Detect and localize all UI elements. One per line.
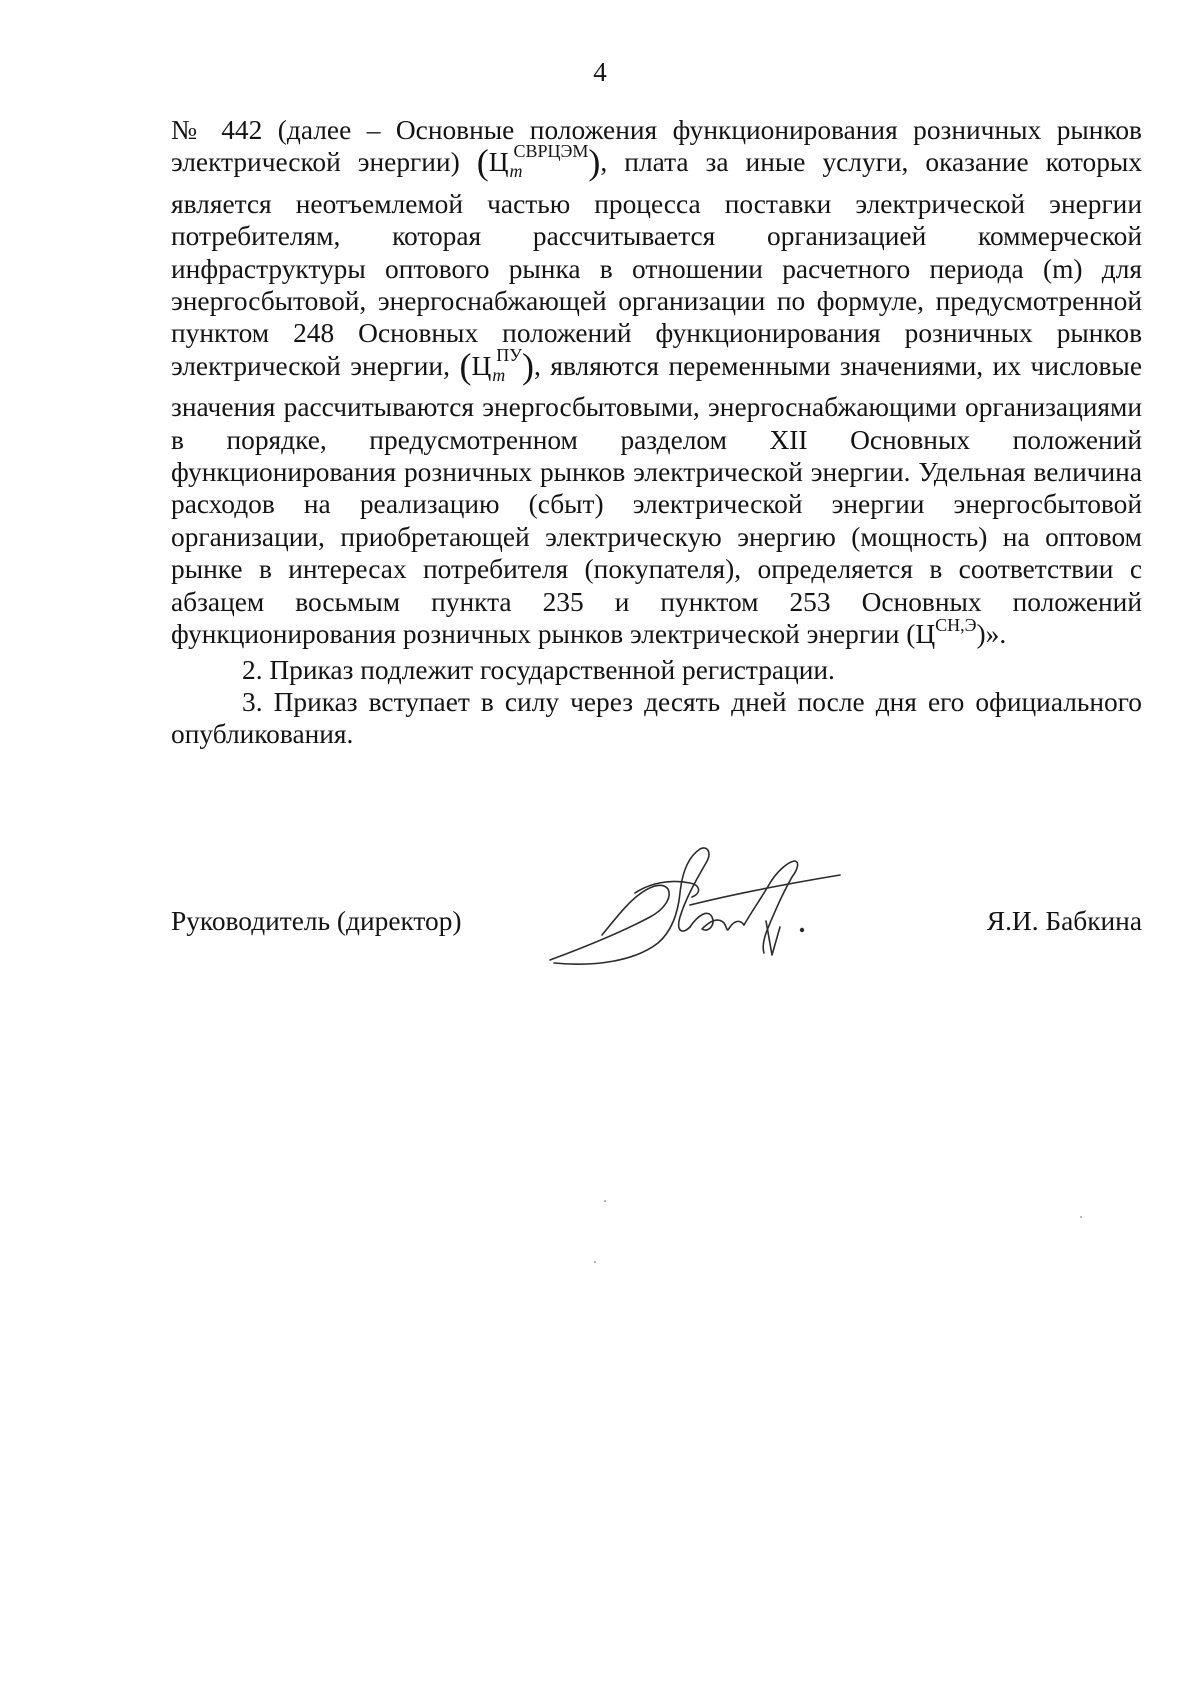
formula-tariff-sne [915, 615, 977, 650]
page-number: 4 [593, 57, 607, 87]
paragraph-continuation [171, 114, 1142, 654]
formula-subscript: m [509, 161, 523, 182]
signer-title: Руководитель (директор) [171, 906, 462, 936]
document-body [171, 114, 1142, 751]
formula-superscript: СВРЦЭМ [513, 141, 589, 162]
paragraph-text: № 442 (далее – Основные положения функционирования розничных рынков электрической энергии) [171, 115, 1142, 178]
paragraph-text: )». [976, 619, 1007, 650]
paragraph-effective-date: 3. Приказ вступает в силу через десять дней после дня его официального опубликования. [171, 686, 1142, 750]
formula-superscript: СН,Э [935, 615, 977, 636]
formula-subscript: m [492, 364, 506, 385]
formula-tariff-pu: $(Ц_m^{ПУ})$ [459, 344, 534, 386]
paragraph-registration: 2. Приказ подлежит государственной регистрации. [242, 654, 835, 685]
formula-symbol: Ц [471, 350, 492, 381]
handwritten-signature [540, 835, 880, 980]
formula-symbol: Ц [915, 619, 936, 650]
formula-symbol: Ц [488, 147, 509, 178]
signer-name: Я.И. Бабкина [986, 906, 1142, 936]
paragraph-text: , плата за иные услуги, оказание которых является неотъемлемой частью процесса поставки электрической энергии потребителям, которая рассчитывается организацией коммерческой инфраструктуры оптового рынка в отношении расчетного периода (m) для энергосбытовой, энергоснабжающей организации по формуле, предусмотренной пунктом 248 Основных положений функционирования розничных рынков электрической энергии, [171, 147, 1142, 381]
formula-tariff-svrtsem: $(Ц_m^{СВРЦЭМ})$ [476, 141, 601, 183]
paragraph-text: , являются переменными значениями, их числовые значения рассчитываются энергосбытовыми, энергоснабжающими организациями в порядке, предусмотренном разделом XII Основных положений функционирования розничных рынков электрической энергии. Удельная величина расходов на реализацию (сбыт) электрической энергии энергосбытовой организации, приобретающей электрическую энергию (мощность) на оптовом рынке в интересах потребителя (покупателя), определяется в соответствии с абзацем восьмым пункта 235 и пунктом 253 Основных положений функционирования розничных рынков электрической энергии ( [171, 350, 1142, 650]
formula-superscript: ПУ [496, 344, 522, 365]
